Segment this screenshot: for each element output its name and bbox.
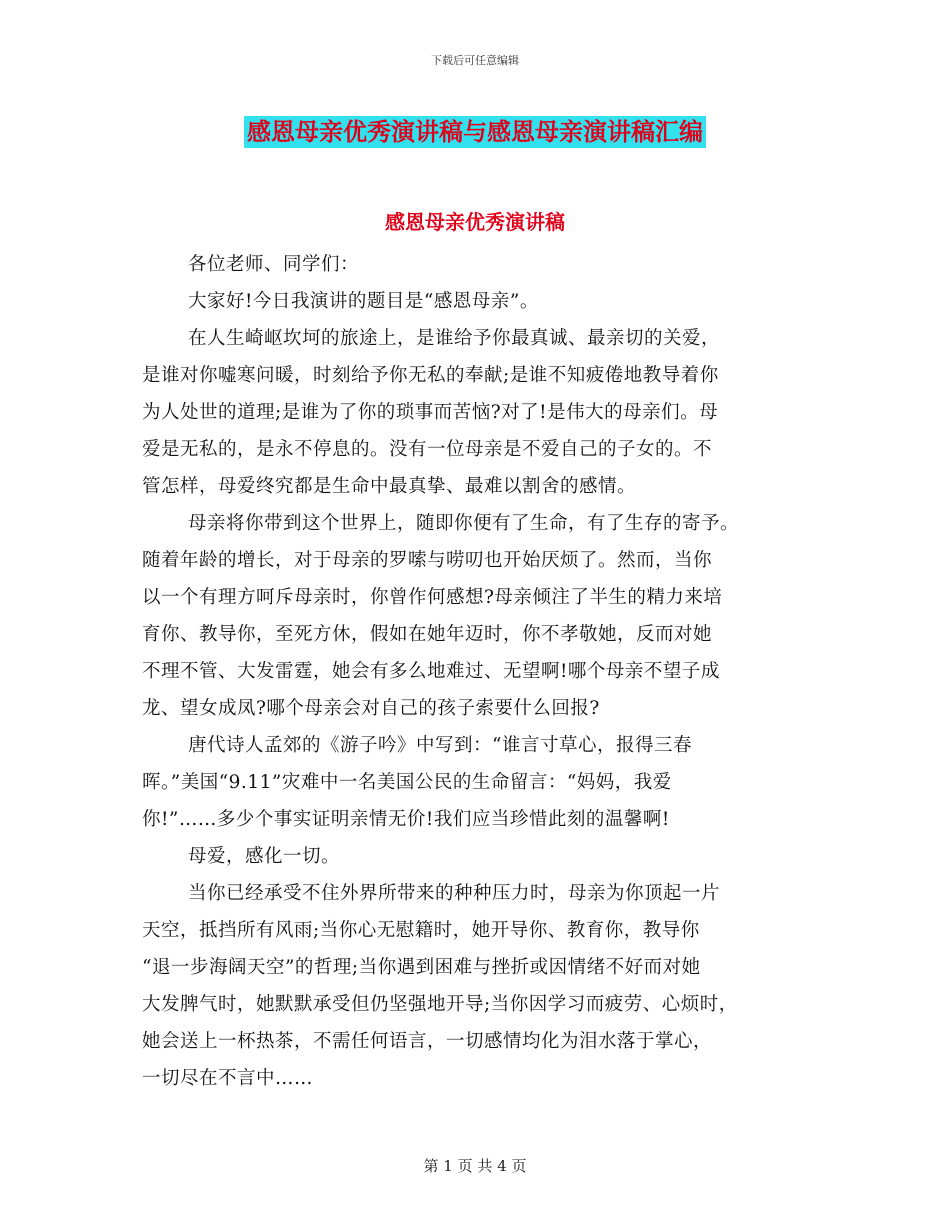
text-line: 在人生崎岖坎坷的旅途上，是谁给予你最真诚、最亲切的关爱， xyxy=(188,328,721,349)
text-line: 为人处世的道理;是谁为了你的琐事而苦恼?对了!是伟大的母亲们。母 xyxy=(142,402,719,423)
text-line: 母亲将你带到这个世界上，随即你便有了生命，有了生存的寄予。 xyxy=(188,513,740,534)
text-line: 大家好!今日我演讲的题目是“感恩母亲”。 xyxy=(188,291,539,312)
text-line: 爱是无私的，是永不停息的。没有一位母亲是不爱自己的子女的。不 xyxy=(142,439,713,460)
page-header-note: 下载后可任意编辑 xyxy=(431,54,519,67)
page-footer: 第 1 页 共 4 页 xyxy=(423,1157,527,1175)
document-title xyxy=(0,112,950,147)
text-line: 当你已经承受不住外界所带来的种种压力时，母亲为你顶起一片 xyxy=(188,883,721,904)
text-line: 晖。”美国“9.11”灾难中一名美国公民的生命留言：“妈妈，我爱 xyxy=(142,772,672,793)
text-line: “退一步海阔天空”的哲理;当你遇到困难与挫折或因情绪不好而对她 xyxy=(142,957,701,978)
text-line: 唐代诗人孟郊的《游子吟》中写到：“谁言寸草心，报得三春 xyxy=(188,735,692,756)
body-text xyxy=(142,246,822,1097)
document-title-text: 感恩母亲优秀演讲稿与感恩母亲演讲稿汇编 xyxy=(244,116,706,148)
text-line: 大发脾气时，她默默承受但仍坚强地开导;当你因学习而疲劳、心烦时， xyxy=(142,994,738,1015)
text-line: 是谁对你嘘寒问暖，时刻给予你无私的奉献;是谁不知疲倦地教导着你 xyxy=(142,365,719,386)
text-line: 龙、望女成凤?哪个母亲会对自己的孩子索要什么回报? xyxy=(142,698,600,719)
text-line: 一切尽在不言中…… xyxy=(142,1068,314,1089)
section-title: 感恩母亲优秀演讲稿 xyxy=(385,210,565,234)
text-line: 各位老师、同学们： xyxy=(188,254,360,275)
text-line: 母爱，感化一切。 xyxy=(188,846,341,867)
text-line: 以一个有理方呵斥母亲时，你曾作何感想?母亲倾注了半生的精力来培 xyxy=(142,587,723,608)
text-line: 天空，抵挡所有风雨;当你心无慰籍时，她开导你、教育你，教导你 xyxy=(142,920,700,941)
text-line: 她会送上一杯热茶，不需任何语言，一切感情均化为泪水落于掌心， xyxy=(142,1031,713,1052)
text-line: 管怎样，母爱终究都是生命中最真挚、最难以割舍的感情。 xyxy=(142,476,637,497)
text-line: 不理不管、大发雷霆，她会有多么地难过、无望啊!哪个母亲不望子成 xyxy=(142,661,720,682)
text-line: 你!”……多少个事实证明亲情无价!我们应当珍惜此刻的温馨啊! xyxy=(142,809,670,830)
text-line: 育你、教导你，至死方休，假如在她年迈时，你不孝敬她，反而对她 xyxy=(142,624,713,645)
text-line: 随着年龄的增长，对于母亲的罗嗦与唠叨也开始厌烦了。然而，当你 xyxy=(142,550,713,571)
